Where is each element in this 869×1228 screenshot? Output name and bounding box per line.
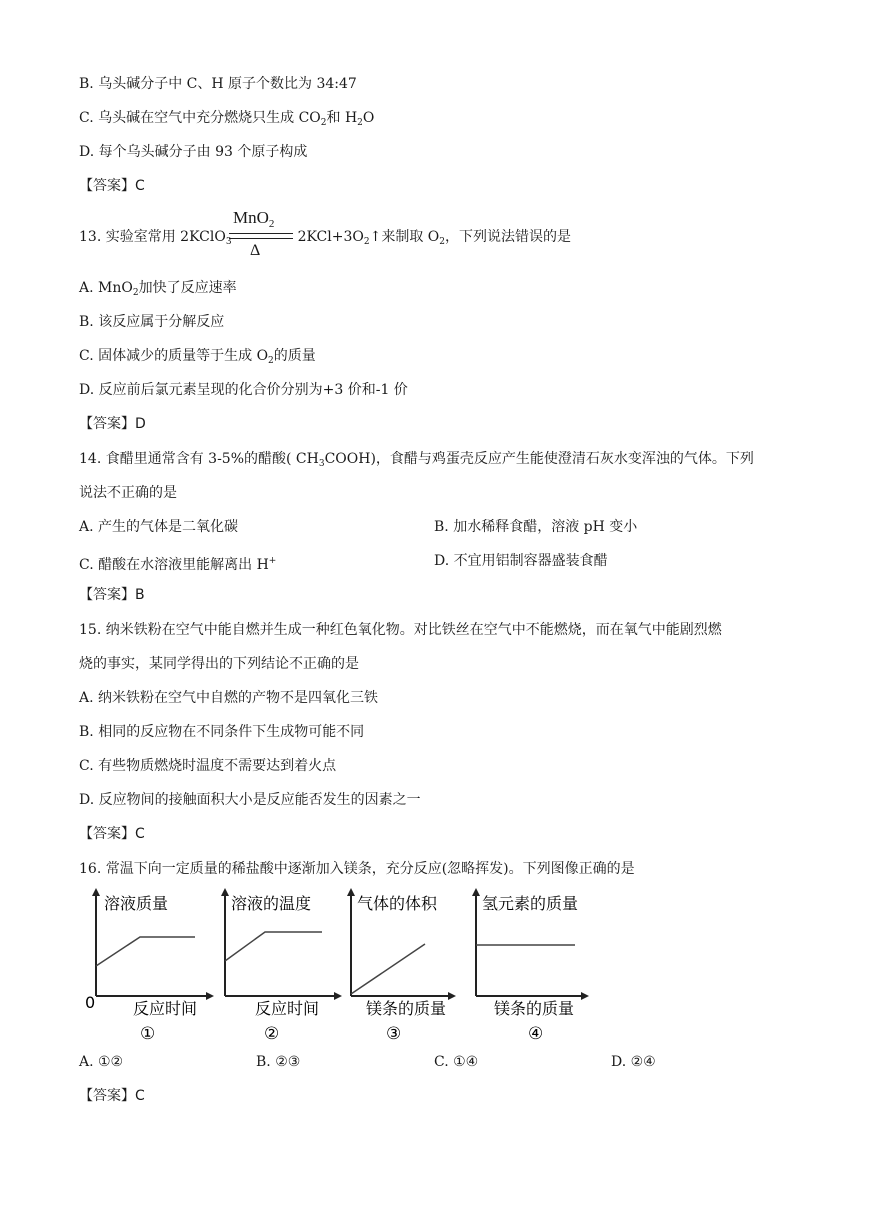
- q13-answer: 【答案】D: [79, 416, 146, 432]
- graph-1: [85, 892, 210, 1044]
- graph-1-number: ①: [140, 1024, 156, 1044]
- q13-option-a-text2: 加快了反应速率: [138, 280, 237, 296]
- graph-3-xlabel: 镁条的质量: [366, 999, 447, 1018]
- q13-option-b: B. 该反应属于分解反应: [79, 314, 225, 330]
- q12-answer: 【答案】C: [79, 178, 145, 194]
- q13-stem-text3: ↑来制取 O: [369, 229, 440, 245]
- graph-1-xlabel: 反应时间: [133, 999, 198, 1018]
- q13-option-d: D. 反应前后氯元素呈现的化合价分别为+3 价和-1 价: [79, 382, 408, 398]
- q12-option-c: [79, 108, 374, 133]
- graph-3-ylabel: 气体的体积: [357, 894, 438, 913]
- q15-option-d: D. 反应物间的接触面积大小是反应能否发生的因素之一: [79, 792, 421, 808]
- subscript: 2: [268, 356, 274, 366]
- q15-answer: 【答案】C: [79, 826, 145, 842]
- graph-4-ylabel: 氢元素的质量: [482, 894, 579, 913]
- subscript: 2: [320, 118, 327, 128]
- q14-stem-line2: 说法不正确的是: [79, 485, 177, 501]
- q16-option-d: D. ②④: [611, 1054, 656, 1070]
- graph-2-xlabel: 反应时间: [255, 999, 320, 1018]
- q16-option-c: C. ①④: [434, 1054, 479, 1070]
- q13-option-c-text: C. 固体减少的质量等于生成 O: [79, 348, 269, 364]
- subscript: 2: [357, 118, 363, 128]
- subscript: 3: [225, 237, 232, 247]
- q13-option-a-text: A. MnO: [79, 280, 133, 296]
- subscript: 2: [439, 237, 445, 247]
- q13-heat-symbol: Δ: [250, 242, 261, 259]
- q13-option-c-text2: 的质量: [273, 348, 316, 364]
- q14-stem-text: 14. 食醋里通常含有 3-5%的醋酸( CH: [79, 451, 319, 467]
- q13-stem-text2: 2KCl+3O: [297, 229, 364, 245]
- q14-option-c-text: C. 醋酸在水溶液里能解离出 H: [79, 557, 269, 573]
- q16-graphs: [0, 884, 869, 1044]
- q12-option-c-text3: O: [362, 110, 375, 126]
- superscript: +: [268, 556, 277, 566]
- graph-2: [225, 892, 338, 1044]
- q12-option-c-text: C. 乌头碱在空气中充分燃烧只生成 CO: [79, 110, 321, 126]
- subscript: 2: [132, 288, 139, 298]
- q14-option-c: [79, 551, 276, 575]
- q15-stem-line2: 烧的事实，某同学得出的下列结论不正确的是: [79, 656, 359, 672]
- q12-option-d: D. 每个乌头碱分子由 93 个原子构成: [79, 144, 308, 160]
- subscript: 2: [268, 218, 275, 230]
- graph-3-curve: [351, 944, 425, 994]
- q13-stem-text4: ，下列说法错误的是: [445, 229, 571, 245]
- q12-option-b: B. 乌头碱分子中 C、H 原子个数比为 34:47: [79, 76, 357, 92]
- q14-answer: 【答案】B: [79, 587, 145, 603]
- q14-option-d: D. 不宜用铝制容器盛装食醋: [434, 553, 608, 569]
- q16-answer: 【答案】C: [79, 1088, 145, 1104]
- subscript: 2: [363, 237, 370, 247]
- q15-option-c: C. 有些物质燃烧时温度不需要达到着火点: [79, 758, 337, 774]
- q16-option-a: A. ①②: [79, 1054, 124, 1070]
- q13-option-c: [79, 346, 316, 371]
- graph-2-curve: [225, 932, 322, 961]
- subscript: 3: [318, 459, 325, 469]
- q14-option-b: B. 加水稀释食醋，溶液 pH 变小: [434, 519, 638, 535]
- q15-option-a: A. 纳米铁粉在空气中自燃的产物不是四氧化三铁: [79, 690, 379, 706]
- q15-option-b: B. 相同的反应物在不同条件下生成物可能不同: [79, 724, 365, 740]
- q16-option-b: B. ②③: [256, 1054, 301, 1070]
- q16-stem: 16. 常温下向一定质量的稀盐酸中逐渐加入镁条，充分反应(忽略挥发)。下列图像正确的是: [79, 861, 635, 877]
- graph-2-number: ②: [264, 1024, 280, 1044]
- graph-1-origin: 0: [85, 993, 96, 1012]
- graph-4-number: ④: [528, 1024, 544, 1044]
- graph-3: [351, 892, 452, 1044]
- graph-1-curve: [96, 937, 195, 966]
- graph-3-number: ③: [386, 1024, 402, 1044]
- q14-stem-line1: [79, 449, 754, 474]
- graph-1-ylabel: 溶液质量: [104, 894, 169, 913]
- q12-option-c-text2: 和 H: [326, 110, 358, 126]
- q13-option-a: [79, 278, 237, 303]
- q13-stem: [79, 227, 571, 252]
- catalyst-text: MnO: [233, 208, 269, 227]
- q14-option-a: A. 产生的气体是二氧化碳: [79, 519, 239, 535]
- graph-4-xlabel: 镁条的质量: [494, 999, 575, 1018]
- q14-stem-text2: COOH)，食醋与鸡蛋壳反应产生能使澄清石灰水变浑浊的气体。下列: [324, 451, 754, 467]
- q13-stem-text: 13. 实验室常用 2KClO: [79, 229, 226, 245]
- graph-4: [476, 892, 585, 1044]
- q15-stem-line1: 15. 纳米铁粉在空气中能自燃并生成一种红色氧化物。对比铁丝在空气中不能燃烧，而在氧气中能剧烈燃: [79, 622, 722, 638]
- graph-2-ylabel: 溶液的温度: [231, 894, 312, 913]
